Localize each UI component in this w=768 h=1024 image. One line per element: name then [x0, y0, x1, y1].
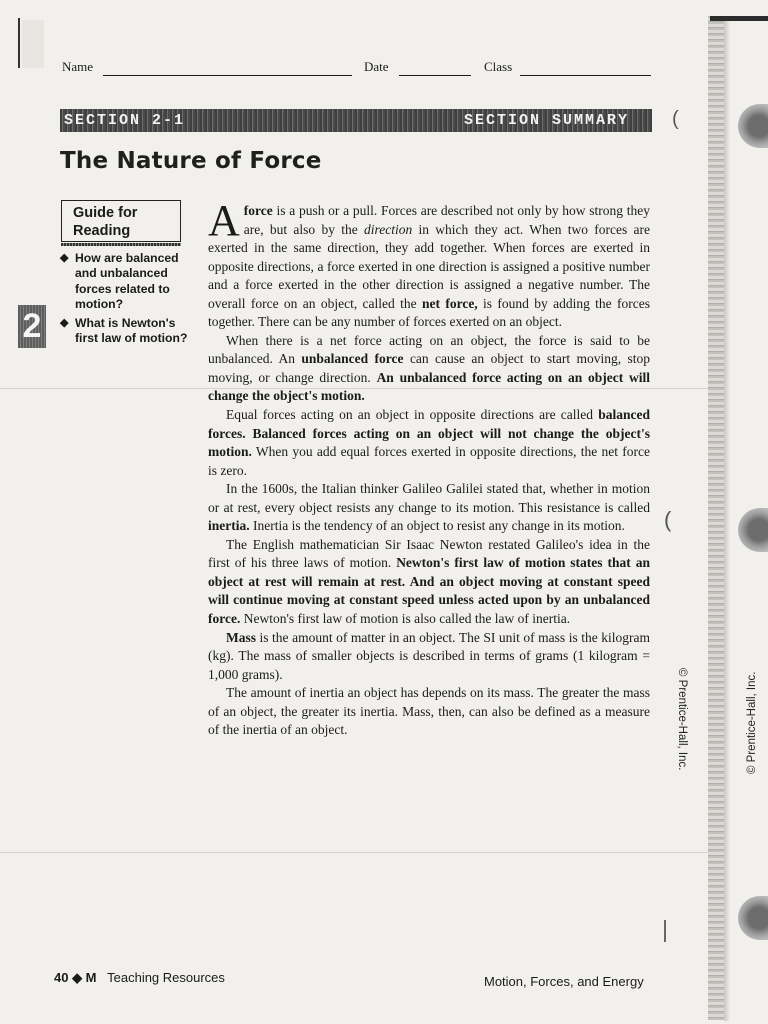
term: inertia.	[208, 518, 250, 534]
name-label: Name	[62, 59, 94, 74]
summary-body	[208, 196, 650, 740]
chapter-tab: 2	[18, 305, 46, 348]
binding-shadow	[724, 21, 730, 1021]
date-label: Date	[364, 59, 389, 74]
diamond-bullet-icon: ◆	[60, 317, 69, 330]
footer-left	[54, 970, 225, 986]
copyright-vertical: © Prentice-Hall, Inc.	[676, 668, 688, 771]
diamond-bullet-icon: ◆	[60, 252, 69, 264]
binding-edge-cap	[710, 16, 768, 21]
punch-hole-bottom	[738, 896, 768, 940]
paragraph: The English mathematician Sir Isaac Newton restated Galileo's idea in the first of his three laws of motion. Newton's first law of motion states that an object at rest will remain at rest. And an object moving at constant speed will continue moving at constant speed unless acted upon by an unbalanced force. Newton's first law of motion is also called the law of inertia.	[208, 536, 650, 627]
paragraph: Equal forces acting on an object in opposite directions are called balanced forces. Balanced forces acting on an object will not change the object's motion. When you add equal forces exerted in opposite directions, the net force is zero.	[208, 407, 650, 478]
class-label: Class	[484, 59, 513, 74]
term: force	[243, 203, 273, 218]
scan-speckle	[22, 20, 44, 68]
guide-questions	[60, 251, 190, 351]
key-statement: An unbalanced force acting on an object will change the object's motion.	[208, 369, 650, 404]
key-statement: Newton's first law of motion states that an object at rest will remain at rest. And an object moving at constant speed will continue moving at constant speed unless acted upon by an unbalanced force.	[208, 555, 650, 627]
guide-title-line1: Guide for	[73, 205, 138, 221]
term: net force,	[421, 295, 478, 311]
scan-faint-rule	[0, 852, 708, 853]
section-number: SECTION 2-1	[64, 112, 186, 129]
page-number: 40 ◆ M	[54, 970, 97, 985]
margin-mark: (	[664, 507, 672, 532]
date-field-line[interactable]	[399, 75, 471, 76]
paragraph: A force is a push or a pull. Forces are described not only by how strong they are, but also by the direction in which they act. When two forces are exerted in the same direction, they add together. When forces are exerted in opposite directions, a force exerted in one direction is assigned a positive number and a force exerted in the other direction is assigned a negative number. The overall force on an object, called the net force, is found by adding the forces together. There can be any number of forces exerted on an object.	[208, 196, 650, 330]
punch-hole-middle	[738, 508, 768, 552]
term: unbalanced force	[301, 351, 404, 367]
guide-question: ◆ How are balanced and unbalanced forces related to motion?	[60, 251, 179, 311]
scan-edge-mark	[18, 18, 20, 68]
class-field-line[interactable]	[520, 75, 651, 76]
paragraph: In the 1600s, the Italian thinker Galileo Galilei stated that, whether in motion or at rest, every object resists any change to its motion. This resistance is called inertia. Inertia is the tendency of an object to resist any change in its motion.	[208, 481, 650, 534]
paragraph: When there is a net force acting on an object, the force is said to be unbalanced. An unbalanced force can cause an object to start moving, stop moving, or change direction. An unbalanced force acting on an object will change the object's motion.	[208, 332, 650, 404]
section-summary-label: SECTION SUMMARY	[464, 112, 630, 129]
margin-mark: (	[672, 108, 679, 130]
drop-cap: A	[208, 196, 240, 245]
book-title: Motion, Forces, and Energy	[484, 974, 644, 989]
page-title: The Nature of Force	[60, 148, 322, 174]
binding-edge	[708, 16, 724, 1020]
name-field-line[interactable]	[103, 75, 352, 76]
margin-mark	[664, 920, 666, 942]
copyright-vertical-edge: © Prentice-Hall, Inc.	[746, 671, 758, 774]
guide-title-line2: Reading	[73, 223, 131, 239]
key-statement: balanced forces. Balanced forces acting on an object will not change the object's motion.	[208, 407, 650, 460]
guide-divider	[61, 243, 181, 246]
term: Mass	[226, 629, 256, 645]
paragraph: Mass is the amount of matter in an object. The SI unit of mass is the kilogram (kg). The mass of smaller objects is described in terms of grams (1 kilogram = 1,000 grams).	[208, 629, 650, 682]
punch-hole-top	[738, 104, 768, 148]
resource-label: Teaching Resources	[107, 970, 225, 985]
guide-for-reading-box	[61, 200, 181, 242]
paragraph: The amount of inertia an object has depends on its mass. The greater the mass of an object, the greater its inertia. Mass, then, can also be defined as a measure of the inertia of an object.	[208, 685, 650, 738]
guide-question: ◆ What is Newton's first law of motion?	[60, 316, 188, 346]
